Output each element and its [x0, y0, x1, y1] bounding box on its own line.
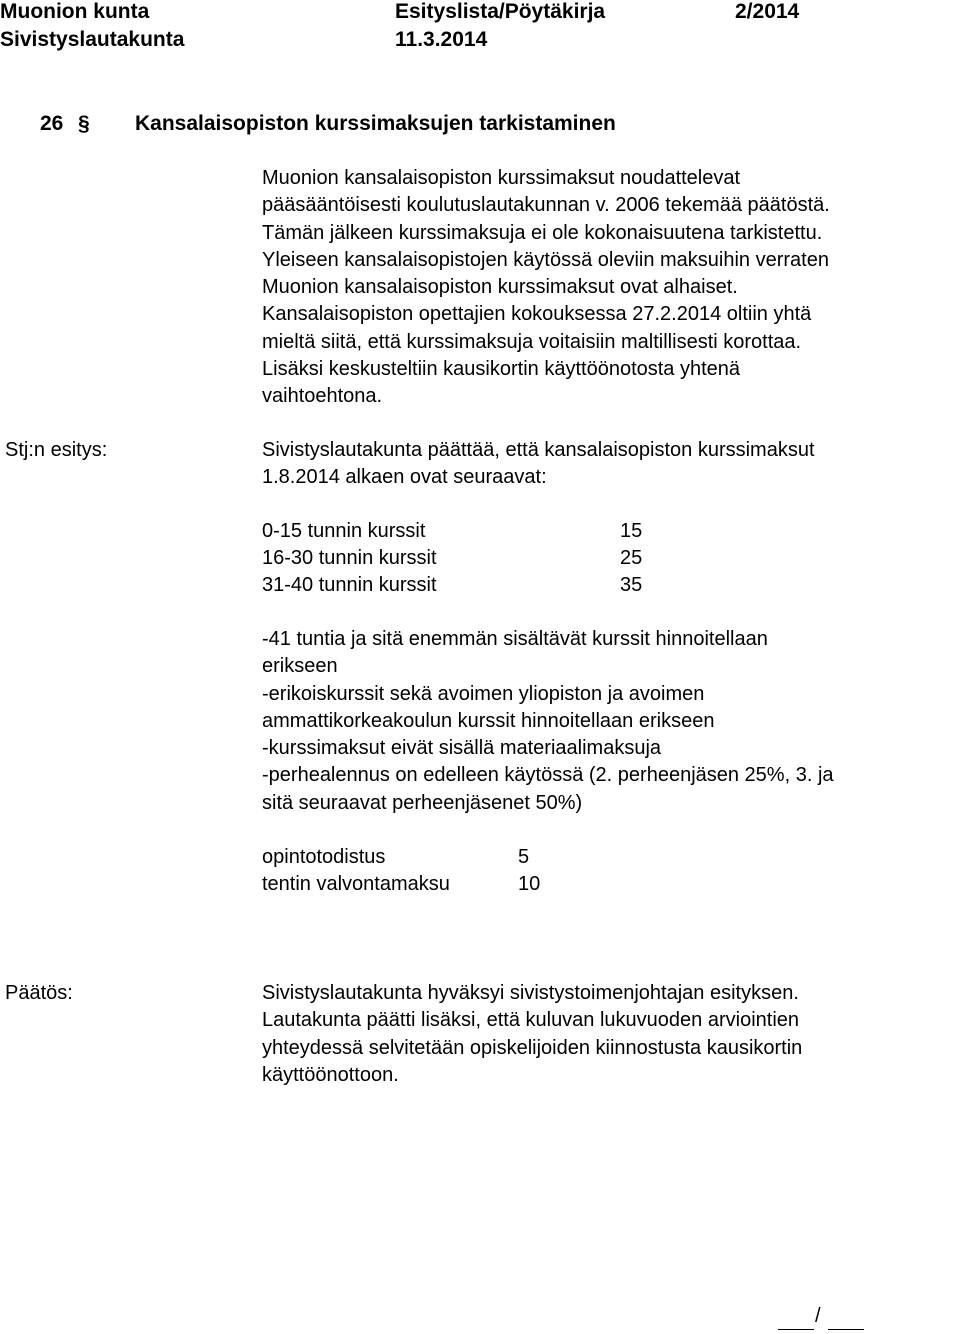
fee-amount: 10: [518, 873, 541, 895]
text-line: Sivistyslautakunta hyväksyi sivistystoimenjohtajan esityksen.: [262, 982, 799, 1004]
section-number: 26: [40, 112, 64, 135]
text-line: Sivistyslautakunta päättää, että kansalaisopiston kurssimaksut: [262, 439, 815, 461]
fee-label: tentin valvontamaksu: [262, 873, 450, 895]
fee-row: [262, 518, 643, 545]
text-line: käyttöönottoon.: [262, 1063, 399, 1086]
text-line: vaihtoehtona.: [262, 385, 383, 408]
fee-amount: 15: [620, 520, 643, 542]
fee-row: [262, 545, 643, 572]
decision-label: Päätös:: [5, 982, 73, 1004]
background-text: [262, 165, 952, 411]
note-line: -erikoiskurssit sekä avoimen yliopiston ja avoimen: [262, 682, 705, 705]
text-line: pääsääntöisesti koulutuslautakunnan v. 2006 tekemää päätöstä.: [262, 194, 830, 217]
extra-fee-row: [262, 844, 530, 871]
proposal-notes: [262, 626, 952, 817]
text-line: mieltä siitä, että kurssimaksuja voitaisiin maltillisesti korottaa.: [262, 330, 802, 353]
text-line: Lisäksi keskusteltiin kausikortin käyttöönotosta yhtenä: [262, 358, 741, 381]
fee-row: [262, 572, 643, 599]
initials-line-right: [828, 1329, 864, 1330]
note-line: ammattikorkeakoulun kurssit hinnoitellaan erikseen: [262, 709, 715, 732]
proposal-label: Stj:n esitys:: [5, 439, 108, 461]
note-line: -perhealennus on edelleen käytössä (2. perheenjäsen 25%, 3. ja: [262, 764, 834, 787]
proposal-text: [262, 437, 952, 492]
fee-amount: 5: [518, 846, 530, 868]
initials-line-left: [778, 1329, 814, 1330]
section-title: Kansalaisopiston kurssimaksujen tarkistaminen: [135, 112, 616, 135]
note-line: -kurssimaksut eivät sisällä materiaalimaksuja: [262, 737, 662, 760]
fee-amount: 35: [620, 574, 643, 596]
extra-fee-row: [262, 871, 541, 898]
header-date: 11.3.2014: [395, 28, 488, 51]
header-doc-type: Esityslista/Pöytäkirja: [395, 0, 606, 23]
section-symbol: §: [78, 112, 90, 135]
text-line: Tämän jälkeen kurssimaksuja ei ole kokonaisuutena tarkistettu.: [262, 221, 823, 244]
note-line: erikseen: [262, 655, 338, 678]
text-line: Yleiseen kansalaisopistojen käytössä oleviin maksuihin verraten: [262, 248, 829, 271]
text-line: Lautakunta päätti lisäksi, että kuluvan lukuvuoden arviointien: [262, 1009, 800, 1032]
text-line: yhteydessä selvitetään opiskelijoiden kiinnostusta kausikortin: [262, 1036, 803, 1059]
note-line: sitä seuraavat perheenjäsenet 50%): [262, 791, 583, 814]
fee-label: 31-40 tunnin kurssit: [262, 574, 437, 596]
decision-text: [262, 980, 952, 1089]
fee-label: opintotodistus: [262, 846, 386, 868]
text-line: Kansalaisopiston opettajien kokouksessa 27.2.2014 oltiin yhtä: [262, 303, 812, 326]
text-line: Muonion kansalaisopiston kurssimaksut noudattelevat: [262, 167, 741, 189]
text-line: Muonion kansalaisopiston kurssimaksut ovat alhaiset.: [262, 276, 738, 299]
fee-amount: 25: [620, 547, 643, 569]
initials-separator: /: [815, 1305, 821, 1327]
header-body: Sivistyslautakunta: [0, 28, 185, 51]
header-org: Muonion kunta: [0, 0, 150, 23]
text-line: 1.8.2014 alkaen ovat seuraavat:: [262, 466, 547, 489]
fee-label: 0-15 tunnin kurssit: [262, 520, 426, 542]
note-line: -41 tuntia ja sitä enemmän sisältävät kurssit hinnoitellaan: [262, 628, 768, 650]
fee-label: 16-30 tunnin kurssit: [262, 547, 437, 569]
header-number: 2/2014: [735, 0, 800, 23]
